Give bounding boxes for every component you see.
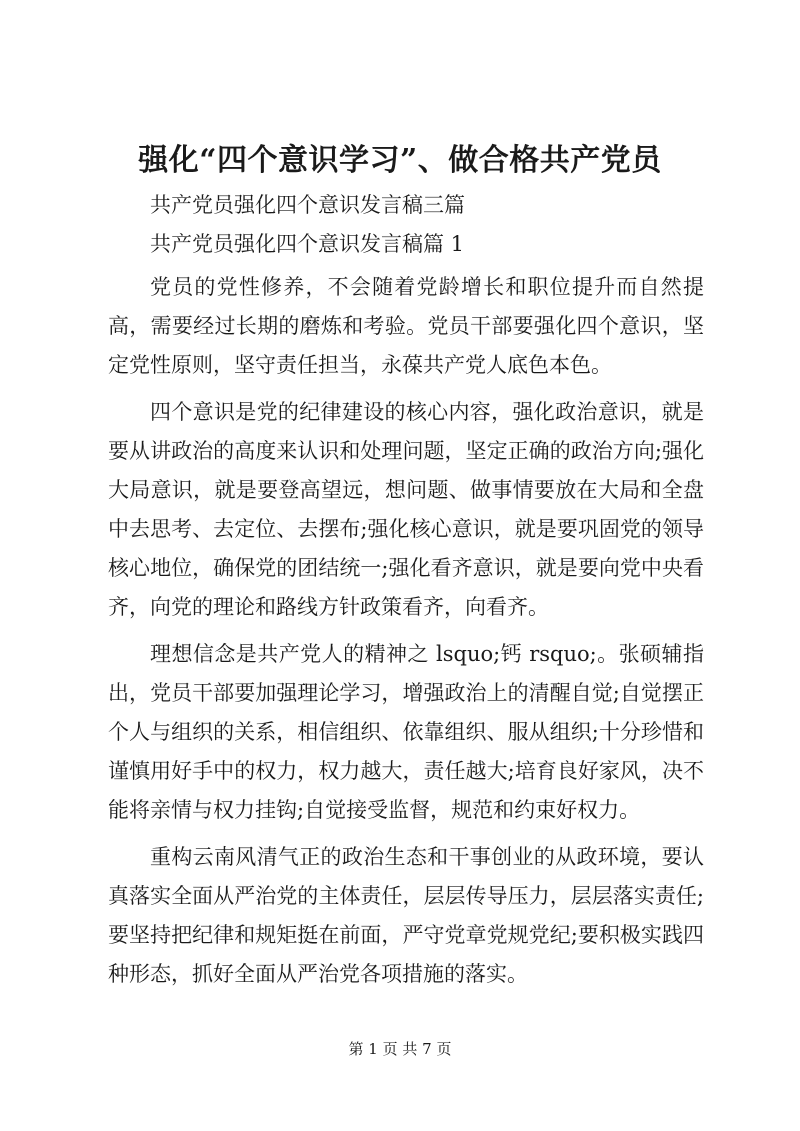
subtitle-collection: 共产党员强化四个意识发言稿三篇	[150, 193, 465, 217]
paragraph-4: 重构云南风清气正的政治生态和干事创业的从政环境，要认真落实全面从严治党的主体责任，层层传导压力，层层落实责任;要坚持把纪律和规矩挺在前面，严守党章党规党纪;要积极实践四种形态，抓好全面从严治党各项措施的落实。	[108, 845, 704, 986]
paragraph-1: 党员的党性修养，不会随着党龄增长和职位提升而自然提高，需要经过长期的磨炼和考验。党员干部要强化四个意识，坚定党性原则，坚守责任担当，永葆共产党人底色本色。	[108, 275, 704, 377]
page-number-footer: 第 1 页 共 7 页	[348, 1040, 452, 1058]
paragraph-2: 四个意识是党的纪律建设的核心内容，强化政治意识，就是要从讲政治的高度来认识和处理问题，坚定正确的政治方向;强化大局意识，就是要登高望远，想问题、做事情要放在大局和全盘中去思考、去定位、去摆布;强化核心意识，就是要巩固党的领导核心地位，确保党的团结统一;强化看齐意识，就是要向党中央看齐，向党的理论和路线方针政策看齐，向看齐。	[108, 400, 704, 619]
page-title: 强化“四个意识学习”、做合格共产党员	[138, 143, 662, 178]
paragraph-3: 理想信念是共产党人的精神之 lsquo;钙 rsquo;。张硕辅指出，党员干部要加强理论学习，增强政治上的清醒自觉;自觉摆正个人与组织的关系，相信组织、依靠组织、服从组织;十分珍惜和谨慎用好手中的权力，权力越大，责任越大;培育良好家风，决不能将亲情与权力挂钩;自觉接受监督，规范和约束好权力。	[108, 642, 704, 822]
document-body	[108, 186, 704, 1002]
subtitle-article-1: 共产党员强化四个意识发言稿篇 1	[150, 232, 465, 256]
